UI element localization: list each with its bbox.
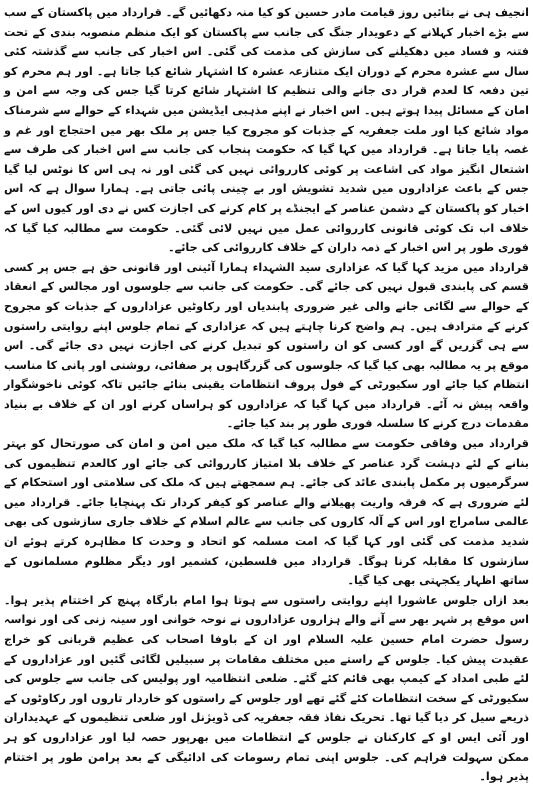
article-body [4,3,529,787]
article-paragraph: انجیف ہی نے بتائیں روز قیامت مادر حسین کو کیا منہ دکھائیں گے۔ قرارداد میں پاکستان کے سب سے بڑے اخبار کہلانے کے دعویدار جنگ کی جانب سے پاکستان کو ایک منظم منصوبہ بندی کے تحت فتنہ و فساد میں دھکیلنے کی سازش کی مذمت کی گئی۔ اس اخبار کی جانب سے گذشتہ کئی سال سے عشرہ محرم کے دوران ایک متنازعہ عشرہ کا اشتہار شائع کیا جاتا ہے۔ اور ہم محرم کو تین دفعہ کا لعدم قرار دی جانے والی تنظیم کا اشتہار شائع کرتا گیا جس کی وجہ سے امن و امان کے مسائل پیدا ہوتے ہیں۔ اس اخبار نے اپنے مذہبی ایڈیشن میں شہداء کے حوالے سے شرمناک مواد شائع کیا اور ملت جعفریہ کے جذبات کو مجروح کیا جس پر ملک بھر میں احتجاج اور غم و غصہ پایا جاتا ہے۔ قرارداد میں کہا گیا کہ حکومت پنجاب کی جانب سے اس اخبار کی طرف سے اشتعال انگیز مواد کی اشاعت پر کوئی کارروائی نہیں کی گئی اور نہ ہی اس کا نوٹس لیا گیا جس کے باعث عزاداروں میں شدید تشویش اور بے چینی پائی جاتی ہے۔ ہمارا سوال ہے کہ اس اخبار کو پاکستان کے دشمن عناصر کے ایجنڈے پر کام کرنے کی اجازت کس نے دی اور کیوں اس کے خلاف اب تک کوئی قانونی کارروائی عمل میں نہیں لائی گئی۔ حکومت سے مطالبہ کیا گیا کہ فوری طور پر اس اخبار کے ذمہ داران کے خلاف کارروائی کی جائے۔ [4,6,529,255]
article-paragraph: قرارداد میں مزید کہا گیا کہ عزاداری سید الشہداء ہمارا آئینی اور قانونی حق ہے جس پر کسی قسم کی پابندی قبول نہیں کی جائے گی۔ حکومت کی جانب سے جلوسوں اور مجالس کے انعقاد کے حوالے سے لگائی جانے والی غیر ضروری پابندیاں اور رکاوٹیں عزاداروں کے جذبات کو مجروح کرنے کے مترادف ہیں۔ ہم واضح کرنا چاہتے ہیں کہ عزاداری کے تمام جلوس اپنے روایتی راستوں سے ہی گزریں گے اور کسی کو ان راستوں کو تبدیل کرنے کی اجازت نہیں دی جائے گی۔ اس موقع پر یہ مطالبہ بھی کیا گیا کہ جلوسوں کی گزرگاہوں پر صفائی، روشنی اور پانی کا مناسب انتظام کیا جائے اور سکیورٹی کے فول پروف انتظامات یقینی بنائے جائیں تاکہ کوئی ناخوشگوار واقعہ پیش نہ آئے۔ قرارداد میں کہا گیا کہ عزاداروں کو ہراساں کرنے اور ان کے خلاف بے بنیاد مقدمات درج کرنے کا سلسلہ فوری طور پر بند کیا جائے۔ [4,260,529,431]
article-paragraph: قرارداد میں وفاقی حکومت سے مطالبہ کیا گیا کہ ملک میں امن و امان کی صورتحال کو بہتر بنانے کے لئے دہشت گرد عناصر کے خلاف بلا امتیاز کارروائی کی جائے اور کالعدم تنظیموں کی سرگرمیوں پر مکمل پابندی عائد کی جائے۔ ہم سمجھتے ہیں کہ ملک کی سلامتی اور استحکام کے لئے ضروری ہے کہ فرقہ واریت پھیلانے والے عناصر کو کیفر کردار تک پہنچایا جائے۔ قرارداد میں عالمی سامراج اور اس کے آلہ کاروں کی جانب سے عالم اسلام کے خلاف جاری سازشوں کی بھی شدید مذمت کی گئی اور کہا گیا کہ امت مسلمہ کو اتحاد و وحدت کا مظاہرہ کرتے ہوئے ان سازشوں کا مقابلہ کرنا ہوگا۔ قرارداد میں فلسطین، کشمیر اور دیگر مظلوم مسلمانوں کے ساتھ اظہار یکجہتی بھی کیا گیا۔ [4,437,529,588]
article-paragraph: بعد ازاں جلوس عاشورا اپنے روایتی راستوں سے ہوتا ہوا امام بارگاہ پہنچ کر اختتام پذیر ہوا۔ اس موقع پر شہر بھر سے آنے والے ہزاروں عزاداروں نے نوحہ خوانی اور سینہ زنی کی اور نواسہ رسول حضرت امام حسین علیہ السلام اور ان کے باوفا اصحاب کی عظیم قربانی کو خراج عقیدت پیش کیا۔ جلوس کے راستے میں مختلف مقامات پر سبیلیں لگائی گئیں اور عزاداروں کے لئے طبی امداد کے کیمپ بھی قائم کئے گئے۔ ضلعی انتظامیہ اور پولیس کی جانب سے جلوس کی سکیورٹی کے سخت انتظامات کئے گئے تھے اور جلوس کے راستوں کو خاردار تاروں اور رکاوٹوں کے ذریعے سیل کر دیا گیا تھا۔ تحریک نفاذ فقہ جعفریہ کی ڈویژنل اور ضلعی تنظیموں کے عہدیداران اور آئی ایس او کے کارکنان نے جلوس کے انتظامات میں بھرپور حصہ لیا اور عزاداروں کو ہر ممکن سہولت فراہم کی۔ جلوس اپنی تمام رسومات کی ادائیگی کے بعد پرامن طور پر اختتام پذیر ہوا۔ [4,593,529,784]
